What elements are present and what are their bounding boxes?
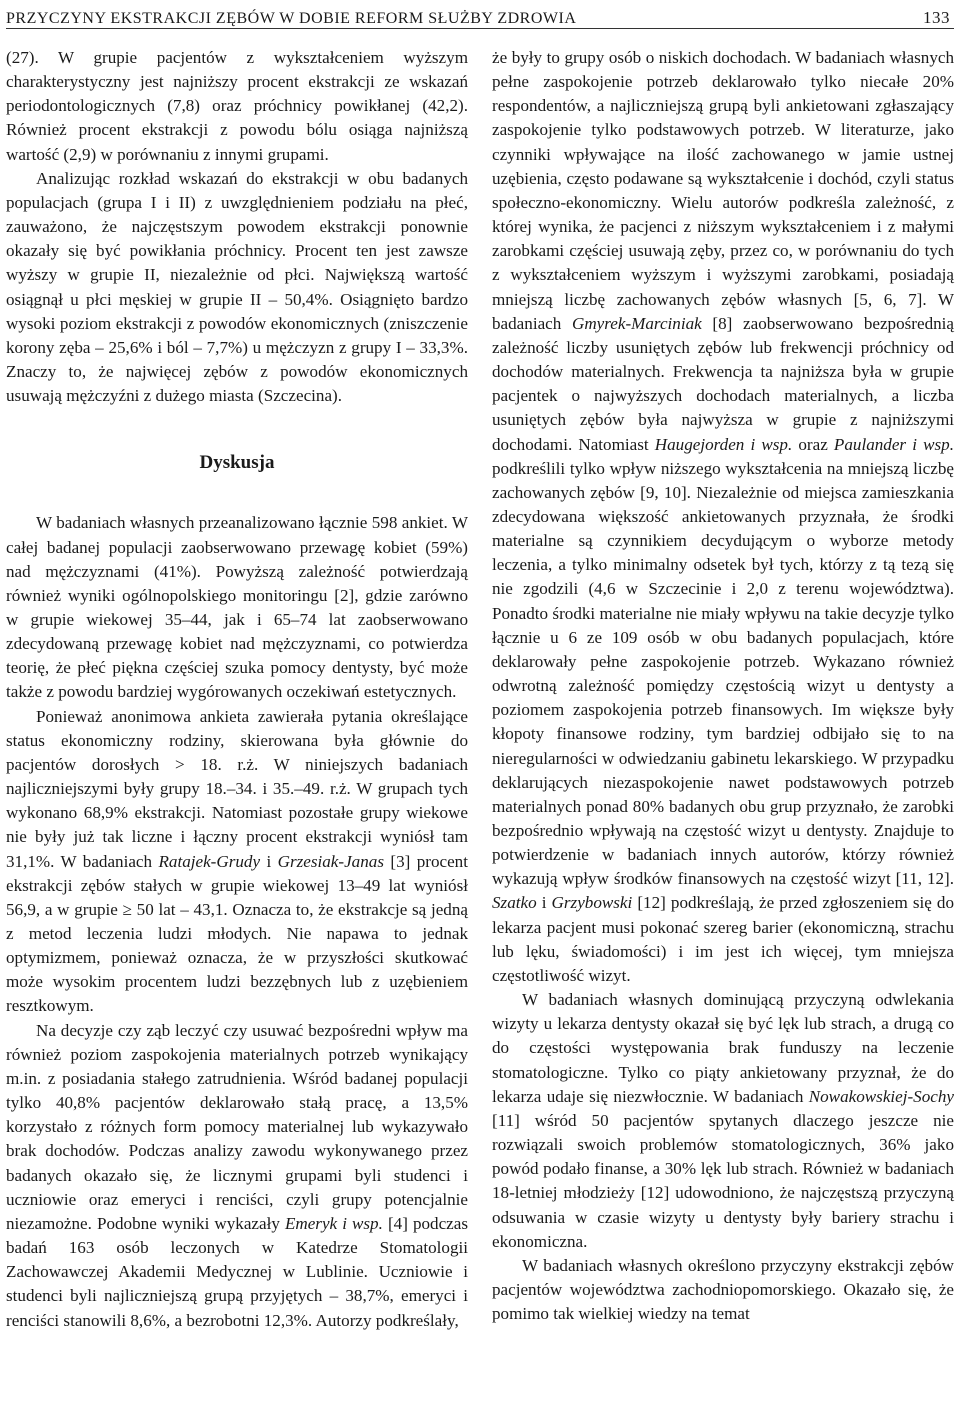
author-name: Gmyrek-Marciniak: [571, 313, 702, 333]
author-name: Emeryk i wsp.: [284, 1213, 383, 1233]
author-name: Ratajek-Grudy: [158, 851, 261, 871]
paragraph: [492, 988, 954, 1254]
text-run: [4] podczas badań 163 osób leczonych w Katedrze Stomatologii Zachowawczej Akademii Medycznej w Lublinie. Uczniowie i studenci byli najliczniejszą grupą przyjętych – 38,7%, emeryci i renciści stanowili 8,6%, a bezrobotni 12,3%. Autorzy podkreślały,: [6, 1213, 468, 1330]
text-run: i: [536, 893, 552, 913]
section-heading: Dyskusja: [199, 452, 275, 474]
paragraph: W badaniach własnych określono przyczyny ekstrakcji zębów pacjentów województwa zachodniopomorskiego. Okazało się, że pomimo tak wielkiej wiedzy na temat: [492, 1255, 954, 1324]
author-name: Haugejorden i wsp.: [654, 434, 793, 454]
text-run: [3] procent ekstrakcji zębów stałych w grupie wiekowej 13–49 lat wyniósł 56,9, a w grupie ≥ 50 lat – 43,1. Oznacza to, że ekstrakcje są jedną z metod leczenia ludzi młodych. Nie napawa to jednak optymizmem, ponieważ oznacza, że w przyszłości skutkować może wysokim procentem ludzi bezzębnych lub z uzębieniem resztkowym.: [6, 851, 468, 1016]
running-title: PRZYCZYNY EKSTRAKCJI ZĘBÓW W DOBIE REFORM SŁUŻBY ZDROWIA: [6, 10, 577, 27]
author-name: Grzesiak-Janas: [277, 851, 384, 871]
text-run: i: [260, 851, 278, 871]
text-run: W badaniach własnych dominującą przyczyną odwlekania wizyty u lekarza dentysty okazał się być lęk lub strach, a drugą co do częstości występowania brak funduszy na leczenie stomatologiczne. Tylko co piąty ankietowany przyznał, że do lekarza udaje się niezwłocznie. W badaniach: [492, 990, 954, 1106]
author-name: Paulander i wsp.: [833, 434, 954, 454]
page-number: 133: [923, 8, 950, 27]
text-run: [11] wśród 50 pacjentów spytanych dlaczego jeszcze nie rozwiązali swoich problemów stomatologicznych, 36% jako powód podało finanse, a 30% lęk lub strach. Również w badaniach 18-letniej młodzieży [12] udowodniono, że najczęstszą przyczyną odsuwania w czasie wizyty u dentysty były bariery strachu i ekonomiczna.: [492, 1110, 954, 1251]
running-header: [6, 2, 954, 29]
text-run: podkreślili tylko wpływ niższego wykształcenia na mniejszą liczbę zachowanych zębów [9, 10]. Niezależnie od miejsca zamieszkania zdecydowana większość ankietowanych przyznała, że środki materialne są czynnikiem decydującym o wyborze metody leczenia, a tylko minimalny odsetek był tych, którzy z tą tezą się nie zgodzili (4,6 w Szczecinie i 2,0 z terenu województwa). Ponadto środki materialne nie miały wpływu na takie decyzje tylko łącznie u 6 ze 109 osób w obu badanych populacjach, które deklarowały pełne zaspokojenie potrzeb. Wykazano również odwrotną zależność pomiędzy częstością wizyt u dentysty a poziomem zaspokojenia potrzeb finansowych. Im większe były kłopoty finansowe rodziny, tym bardziej odbijało się to na nieregularności w odwiedzaniu gabinetu lekarskiego. W przypadku deklarujących niezaspokojenie nawet podstawowych potrzeb materialnych ponad 80% badanych obu grup przyznało, że zarobki bezpośrednio wpływają na częstość wizyt u dentysty. Znajduje to potwierdzenie w badaniach innych autorów, którzy również wykazują wpływ środków finansowych na częstość wizyt [11, 12].: [492, 458, 954, 889]
text-run: [8] zaobserwowano bezpośrednią zależność liczby usuniętych zębów lub frekwencji próchnicy od dochodów materialnych. Frekwencja ta najniższa była w grupie pacjentek o najwyższych dochodach materialnych, a liczba usuniętych zębów była najwyższa w grupie z najniższymi dochodami. Natomiast: [492, 313, 955, 454]
author-name: Grzybowski: [551, 893, 633, 913]
author-name: Nowakowskiej-Sochy: [808, 1086, 954, 1106]
text-run: [12] podkreślają, że przed zgłoszeniem się do lekarza pacjent musi pokonać szereg barier (ekonomiczną, strachu lub lęku, świadomości) i im jest ich więcej, tym mniejsza częstotliwość wizyt.: [492, 893, 955, 985]
text-run: oraz: [792, 434, 834, 454]
text-run: że były to grupy osób o niskich dochodach. W badaniach własnych pełne zaspokojenie potrzeb deklarowało tylko niecałe 20% respondentów, a najliczniejszą grupą byli ankietowani zgłaszający zaspokojenie tylko podstawowych potrzeb. W literaturze, jako czynniki wpływające na ilość zachowanego w jamie ustnej uzębienia, często podawane są wykształcenie i dochód, czyli status społeczno-ekonomiczny. Wielu autorów podkreśla zależność, z której wynika, że pacjenci z niższym wykształceniem i z małymi zarobkami częściej usuwają zęby, przez co, w porównaniu do tych z wykształceniem wyższym i wyższymi zarobkami, posiadają mniejszą liczbę zachowanych zębów własnych [5, 6, 7]. W badaniach: [492, 48, 954, 333]
left-column: [6, 46, 468, 1333]
paragraph: (27). W grupie pacjentów z wykształceniem wyższym charakterystyczny jest najniższy procent ekstrakcji ze wskazań periodontologicznych (7,8) oraz próchnicy powikłanej (42,2). Również procent ekstrakcji z powodu bólu osiąga najniższą wartość (2,9) w porównaniu z innymi grupami.: [6, 48, 468, 164]
text-run: Na decyzje czy ząb leczyć czy usuwać bezpośredni wpływ ma również poziom zaspokojenia materialnych potrzeb wynikający m.in. z posiadania stałego zatrudnienia. Wśród badanej populacji tylko 40,8% pacjentów deklarowało stałą pracę, a 13,5% korzystało z różnych form pomocy materialnej lub wykazywało brak dochodów. Podczas analizy zawodu wykonywanego przez badanych okazało się, że licznymi grupami byli studenci i uczniowie oraz emeryci i renciści, czyli grupy potencjalnie niezamożne. Podobne wyniki wykazały: [6, 1020, 468, 1233]
paragraph: [6, 1019, 468, 1333]
paragraph: W badaniach własnych przeanalizowano łącznie 598 ankiet. W całej badanej populacji zaobserwowano przewagę kobiet (59%) nad mężczyznami (41%). Powyższą zależność potwierdzają również wyniki ogólnopolskiego monitoringu [2], gdzie zarówno w grupie wiekowej 35–44, jak i 65–74 lat zaobserwowano zdecydowaną przewagę kobiet nad mężczyznami, co potwierdza teorię, że płeć piękna częściej szuka pomocy dentysty, być może także z powodu bardziej wygórowanych oczekiwań estetycznych.: [6, 513, 468, 702]
paragraph: Analizując rozkład wskazań do ekstrakcji w obu badanych populacjach (grupa I i II) z uwzględnieniem podziału na płeć, zauważono, że najczęstszym powodem ekstrakcji ponownie okazały się być powikłania próchnicy. Procent ten jest zawsze wyższy w grupie II, niezależnie od płci. Największą wartość osiągnął u płci męskiej w grupie II – 50,4%. Osiągnięto bardzo wysoki poziom ekstrakcji z powodów ekonomicznych (zniszczenie korony zęba – 25,6% i ból – 7,7%) u mężczyzn z grupy I – 33,3%. Znaczy to, że najwięcej zębów z powodów ekonomicznych usuwają mężczyźni z dużego miasta (Szczecina).: [6, 168, 468, 406]
right-column: [492, 46, 954, 1326]
paragraph: [492, 46, 954, 988]
text-run: Ponieważ anonimowa ankieta zawierała pytania określające status ekonomiczny rodziny, skierowana była głównie do pacjentów dorosłych > 18. r.ż. W niniejszych badaniach najliczniejszymi były grupy 18.–34. i 35.–49. r.ż. W grupach tych wykonano 68,9% ekstrakcji. Natomiast pozostałe grupy wiekowe nie były już tak liczne i łączny procent ekstrakcji wyniósł tam 31,1%. W badaniach: [6, 706, 468, 871]
paragraph: [6, 705, 468, 1019]
author-name: Szatko: [492, 893, 537, 913]
